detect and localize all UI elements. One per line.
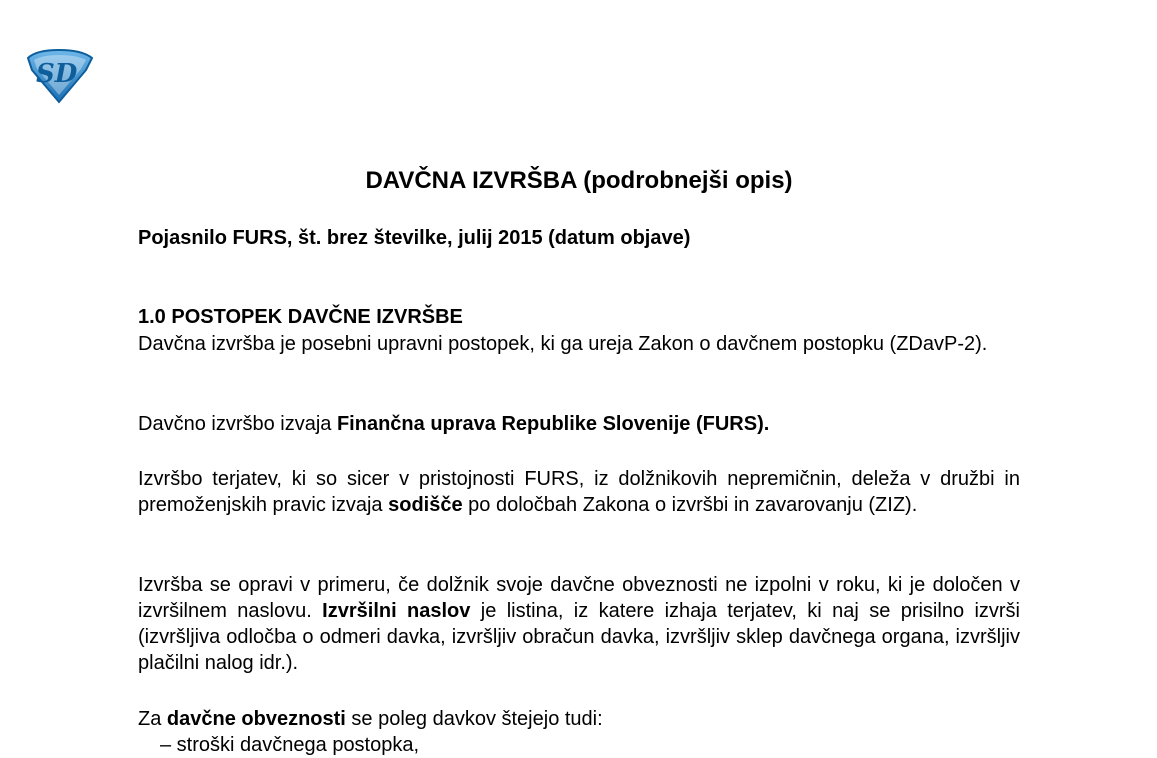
sd-shield-logo-icon (22, 48, 96, 104)
paragraph-4 (138, 572, 1020, 676)
paragraph-2-bold: Finančna uprava Republike Slovenije (FURS). (336, 413, 770, 435)
svg-text:SD: SD (36, 59, 78, 89)
paragraph-3-bold: sodišče (388, 494, 463, 516)
paragraph-2 (138, 411, 1020, 437)
paragraph-3 (138, 466, 1020, 518)
paragraph-5 (138, 706, 1020, 732)
paragraph-5-text-end: se poleg davkov štejejo tudi: (345, 708, 603, 730)
list-item: – stroški davčnega postopka, (160, 734, 420, 756)
paragraph-1: Davčna izvršba je posebni upravni postopek, ki ga ureja Zakon o davčnem postopku (ZDavP-2). (138, 333, 988, 355)
paragraph-3-text: Izvršbo terjatev, ki so sicer v pristojnosti FURS, iz dolžnikovih nepremičnin, deleža v družbi in premoženjskih pravic izvaja (138, 468, 1020, 516)
document-subtitle: Pojasnilo FURS, št. brez številke, julij 2015 (datum objave) (138, 227, 691, 249)
paragraph-4-text: Izvršba se opravi v primeru, če dolžnik svoje davčne obveznosti ne izpolni v roku, ki je določen v izvršilnem naslovu. (138, 574, 1020, 622)
section-heading: 1.0 POSTOPEK DAVČNE IZVRŠBE (138, 306, 463, 328)
paragraph-3-text-end: po določbah Zakona o izvršbi in zavarovanju (ZIZ). (462, 494, 918, 516)
paragraph-2-text: Davčno izvršbo izvaja (138, 413, 337, 435)
page-title: DAVČNA IZVRŠBA (podrobnejši opis) (365, 167, 793, 194)
paragraph-4-text-end: je listina, iz katere izhaja terjatev, ki naj se prisilno izvrši (izvršljiva odločba o odmeri davka, izvršljiv obračun davka, izvršljiv sklep davčnega organa, izvršljiv plačilni nalog idr.). (138, 600, 1020, 674)
paragraph-5-bold: davčne obveznosti (166, 708, 346, 730)
paragraph-5-text: Za (138, 708, 167, 730)
paragraph-4-bold: Izvršilni naslov (322, 600, 471, 622)
